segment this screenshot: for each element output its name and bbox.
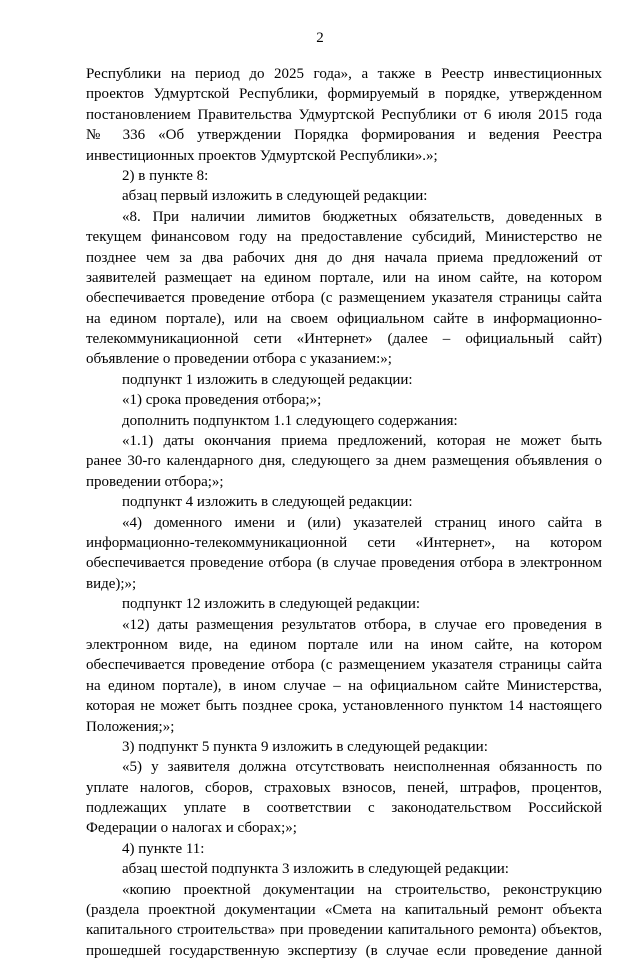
text-line: «1) срока проведения отбора;»; (122, 392, 322, 409)
text-line: Федерации о налогах и сборах;»; (86, 820, 297, 837)
text-line: на едином портале), или на своем официальном сайте в информационно- (86, 310, 602, 327)
text-line: позднее чем за два рабочих дня до дня начала приема предложений от (86, 249, 602, 266)
text-line: Положения;»; (86, 718, 175, 735)
text-line: текущем финансовом году на предоставление субсидий, Министерство не (86, 229, 602, 246)
text-line: 4) пункте 11: (122, 840, 205, 857)
page-number: 2 (316, 30, 324, 46)
text-line: проведении отбора;»; (86, 473, 224, 490)
text-line: «12) даты размещения результатов отбора, в случае его проведения в (122, 616, 602, 633)
text-line: постановлением Правительства Удмуртской Республики от 6 июля 2015 года (86, 106, 602, 123)
text-line: подпункт 4 изложить в следующей редакции: (122, 494, 413, 511)
text-line: прошедшей государственную экспертизу (в случае если проведение данной (86, 942, 602, 959)
text-line: заявителей размещает на едином портале, или на ином сайте, на котором (86, 269, 602, 286)
text-line: ранее 30-го календарного дня, следующего за днем размещения объявления о (86, 453, 602, 470)
text-line: подпункт 12 изложить в следующей редакции: (122, 596, 421, 613)
text-line: подлежащих уплате в соответствии с законодательством Российской (86, 800, 602, 817)
text-line: виде);»; (86, 575, 137, 592)
text-line: инвестиционных проектов Удмуртской Республики».»; (86, 147, 438, 164)
text-line: подпункт 1 изложить в следующей редакции: (122, 371, 413, 388)
text-line: обеспечивается проведение отбора (с размещением указателя страницы сайта (86, 657, 602, 674)
text-line: 3) подпункт 5 пункта 9 изложить в следующей редакции: (122, 738, 488, 755)
text-line: «копию проектной документации на строительство, реконструкцию (122, 881, 602, 898)
document-body (86, 64, 602, 961)
text-line: № 336 «Об утверждении Порядка формирования и ведения Реестра (86, 127, 602, 144)
text-line: уплате налогов, сборов, страховых взносов, пеней, штрафов, процентов, (86, 779, 602, 796)
text-line: «5) у заявителя должна отсутствовать неисполненная обязанность по (122, 759, 602, 776)
text-line: телекоммуникационной сети «Интернет» (далее – официальный сайт) (86, 331, 602, 348)
text-line: которая не может быть позднее срока, установленного пунктом 14 настоящего (86, 698, 602, 715)
text-line: абзац первый изложить в следующей редакции: (122, 188, 428, 205)
text-line: абзац шестой подпункта 3 изложить в следующей редакции: (122, 861, 509, 878)
text-line: Республики на период до 2025 года», а также в Реестр инвестиционных (86, 66, 602, 82)
text-line: «8. При наличии лимитов бюджетных обязательств, доведенных в (122, 208, 602, 225)
text-line: обеспечивается проведение отбора (с размещением указателя страницы сайта (86, 290, 602, 307)
text-line: объявление о проведении отбора с указанием:»; (86, 351, 392, 368)
text-line: «1.1) даты окончания приема предложений, которая не может быть (122, 433, 602, 450)
text-line: электронном виде, на едином портале или на ином сайте, на котором (86, 636, 602, 653)
text-line: капитального строительства» при проведении капитального ремонта) объектов, (86, 922, 602, 939)
text-line: «4) доменного имени и (или) указателей страниц иного сайта в (122, 514, 602, 531)
text-line: (раздела проектной документации «Смета на капитальный ремонт объекта (86, 902, 602, 919)
text-line: дополнить подпунктом 1.1 следующего содержания: (122, 412, 458, 429)
text-line: информационно-телекоммуникационной сети «Интернет», на котором (86, 534, 602, 551)
text-line: 2) в пункте 8: (122, 167, 209, 184)
text-line: на едином портале), в ином случае – на официальном сайте Министерства, (86, 677, 602, 694)
text-line: проектов Удмуртской Республики, формируемый в порядке, утвержденном (86, 86, 602, 103)
text-line: обеспечивается проведение отбора (в случае проведения отбора в электронном (86, 555, 602, 572)
